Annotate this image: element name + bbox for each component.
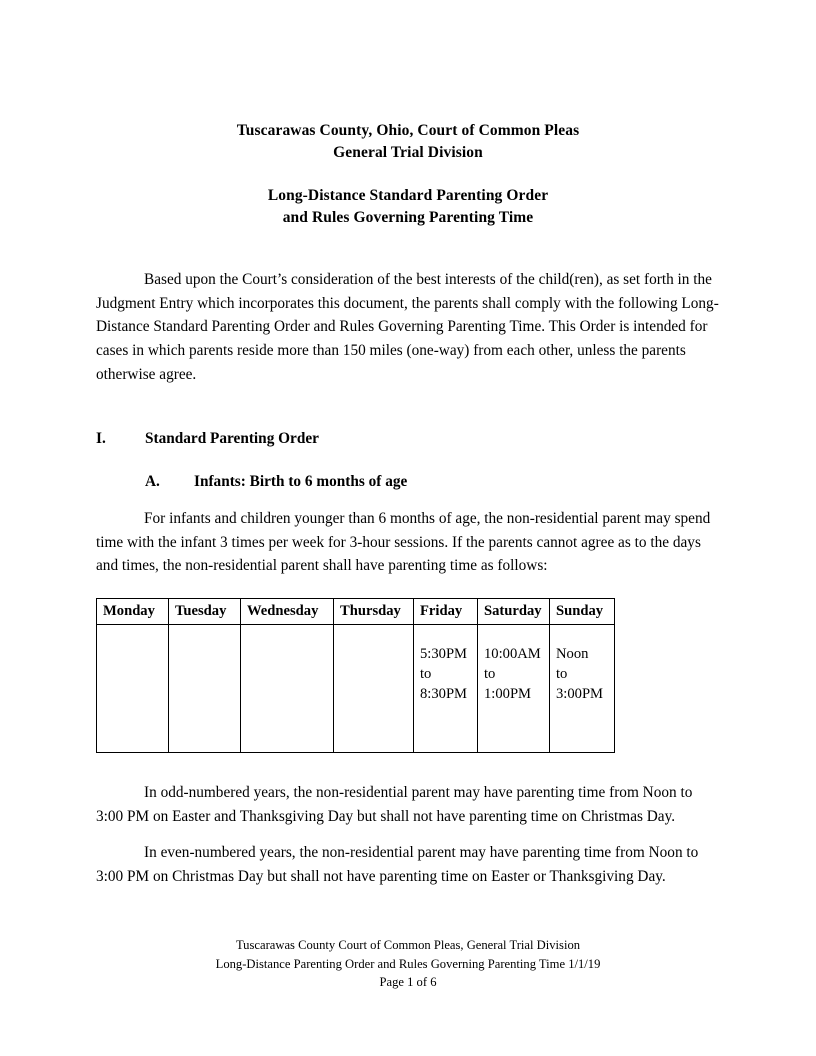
cell-text-line: 3:00PM — [556, 686, 604, 703]
section-marker-1: I. — [96, 429, 106, 447]
table-row — [97, 625, 615, 753]
spacer-after-table — [96, 753, 720, 781]
cell-thursday — [334, 625, 414, 753]
cell-text-line: 5:30PM — [420, 646, 468, 663]
document-subtitle-line-2: and Rules Governing Parenting Time — [282, 208, 534, 226]
cell-text-line: to — [420, 666, 432, 683]
subsection-heading-a — [145, 470, 720, 494]
even-years-paragraph: In even-numbered years, the non-residential parent may have parenting time from Noon to 3:00 PM on Christmas Day but shall not have parenting time on Easter or Thanksgiving Day. — [96, 844, 699, 886]
column-header-tuesday: Tuesday — [169, 599, 241, 625]
spacer-before-section-1 — [96, 387, 720, 427]
column-header-sunday: Sunday — [550, 599, 615, 625]
subsection-marker-a: A. — [145, 473, 160, 491]
spacer-before-table — [96, 578, 720, 598]
odd-years-paragraph: In odd-numbered years, the non-residential parent may have parenting time from Noon to 3:00 PM on Easter and Thanksgiving Day but shall not have parenting time on Christmas Day. — [96, 784, 693, 825]
spacer-between-year-paragraphs — [96, 828, 720, 841]
column-header-saturday: Saturday — [478, 599, 550, 625]
weekly-schedule-table — [96, 598, 615, 753]
cell-text-line: 10:00AM — [484, 646, 541, 663]
document-title-block — [96, 0, 720, 228]
column-header-thursday: Thursday — [334, 599, 414, 625]
cell-text-line: 8:30PM — [420, 686, 468, 703]
subsection-a-intro-paragraph: For infants and children younger than 6 months of age, the non-residential parent may spend time with the infant 3 times per week for 3-hour sessions. If the parents cannot agree as to the days and times, the non-residential parent shall have parenting time as follows: — [96, 509, 711, 575]
cell-text-line: Noon — [556, 646, 589, 663]
cell-wednesday — [241, 625, 334, 753]
table-header-row — [97, 599, 615, 625]
column-header-friday: Friday — [414, 599, 478, 625]
intro-paragraph: Based upon the Court’s consideration of the best interests of the child(ren), as set forth in the Judgment Entry which incorporates this document, the parents shall comply with the following Long-Distance Standard Parenting Order and Rules Governing Parenting Time. This Order is intended for cases in which parents reside more than 150 miles (one-way) from each other, unless the parents otherwise agree. — [96, 271, 719, 383]
spacer-before-subsection-a — [96, 450, 720, 470]
cell-friday — [414, 625, 478, 753]
cell-text-line: 1:00PM — [484, 686, 532, 703]
subsection-title-a: Infants: Birth to 6 months of age — [194, 473, 408, 491]
cell-text-line: to — [484, 666, 496, 683]
cell-text-line: to — [556, 666, 568, 683]
cell-saturday — [478, 625, 550, 753]
page-footer — [96, 936, 720, 992]
document-content — [96, 0, 720, 889]
cell-sunday — [550, 625, 615, 753]
court-title-line-2: General Trial Division — [333, 143, 483, 161]
section-heading-1 — [96, 427, 720, 451]
title-spacer — [96, 163, 720, 185]
schedule-table-wrapper — [96, 598, 720, 753]
footer-page-number: Page 1 of 6 — [379, 975, 437, 990]
court-title-line-1: Tuscarawas County, Ohio, Court of Common Pleas — [236, 122, 580, 139]
document-subtitle-line-1: Long-Distance Standard Parenting Order — [267, 187, 549, 204]
footer-line-2: Long-Distance Parenting Order and Rules Governing Parenting Time 1/1/19 — [215, 956, 601, 971]
cell-tuesday — [169, 625, 241, 753]
spacer-after-title — [96, 228, 720, 268]
spacer-after-subsection-a — [96, 494, 720, 507]
section-title-1: Standard Parenting Order — [145, 429, 319, 447]
column-header-wednesday: Wednesday — [241, 599, 334, 625]
cell-monday — [97, 625, 169, 753]
column-header-monday: Monday — [97, 599, 169, 625]
footer-line-1: Tuscarawas County Court of Common Pleas, General Trial Division — [235, 938, 581, 952]
